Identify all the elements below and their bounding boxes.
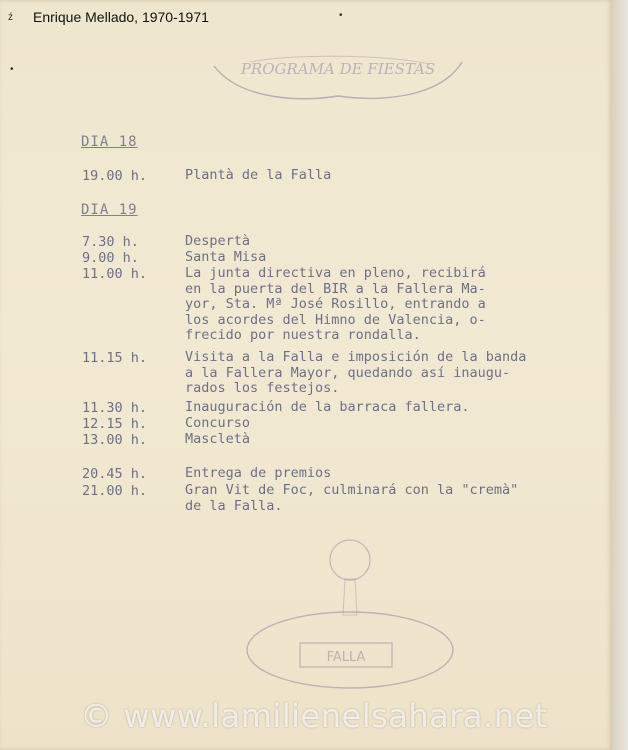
event-text: Plantà de la Falla bbox=[185, 167, 332, 183]
day-heading: DIA 18 bbox=[81, 134, 138, 150]
header-stamp-text: PROGRAMA DE FIESTAS bbox=[240, 60, 436, 78]
event-text: Santa Misa bbox=[185, 249, 267, 265]
event-time: 11.30 h. bbox=[82, 400, 148, 416]
event-time: 19.00 h. bbox=[82, 168, 148, 184]
event-time: 11.00 h. bbox=[82, 266, 148, 282]
event-text: Gran Vit de Foc, culminará con la "cremà" de la Falla. bbox=[185, 482, 519, 514]
event-text: Despertà bbox=[185, 233, 251, 249]
event-time: 13.00 h. bbox=[82, 432, 148, 448]
header-stamp bbox=[210, 52, 466, 102]
photo-credit: Enrique Mellado, 1970-1971 bbox=[33, 9, 209, 25]
event-time: 20.45 h. bbox=[82, 466, 148, 482]
event-time: 11.15 h. bbox=[82, 350, 148, 366]
official-stamp-text: FALLA bbox=[326, 650, 366, 665]
event-time: 9.00 h. bbox=[82, 250, 139, 266]
ink-dot: • bbox=[339, 10, 343, 21]
event-time: 7.30 h. bbox=[82, 234, 139, 250]
event-time: 12.15 h. bbox=[82, 416, 148, 432]
watermark: © www.lamilienelsahara.net bbox=[80, 697, 548, 735]
official-stamp bbox=[245, 535, 460, 700]
ink-dot: • bbox=[10, 64, 14, 75]
ink-mark: ź bbox=[8, 12, 13, 23]
event-text: Concurso bbox=[185, 415, 251, 431]
event-text: Mascletà bbox=[185, 431, 251, 447]
event-time: 21.00 h. bbox=[82, 483, 148, 499]
day-heading: DIA 19 bbox=[81, 202, 138, 218]
event-text: Inauguración de la barraca fallera. bbox=[185, 399, 470, 415]
event-text: La junta directiva en pleno, recibirá en la puerta del BIR a la Fallera Ma- yor, Sta. Mª José Rosillo, entrando a los acordes del Himno de Valencia, o- frecido por nuestra rondalla. bbox=[185, 265, 486, 343]
event-text: Visita a la Falla e imposición de la banda a la Fallera Mayor, quedando así inaugu- rados los festejos. bbox=[185, 349, 527, 396]
event-text: Entrega de premios bbox=[185, 465, 332, 481]
